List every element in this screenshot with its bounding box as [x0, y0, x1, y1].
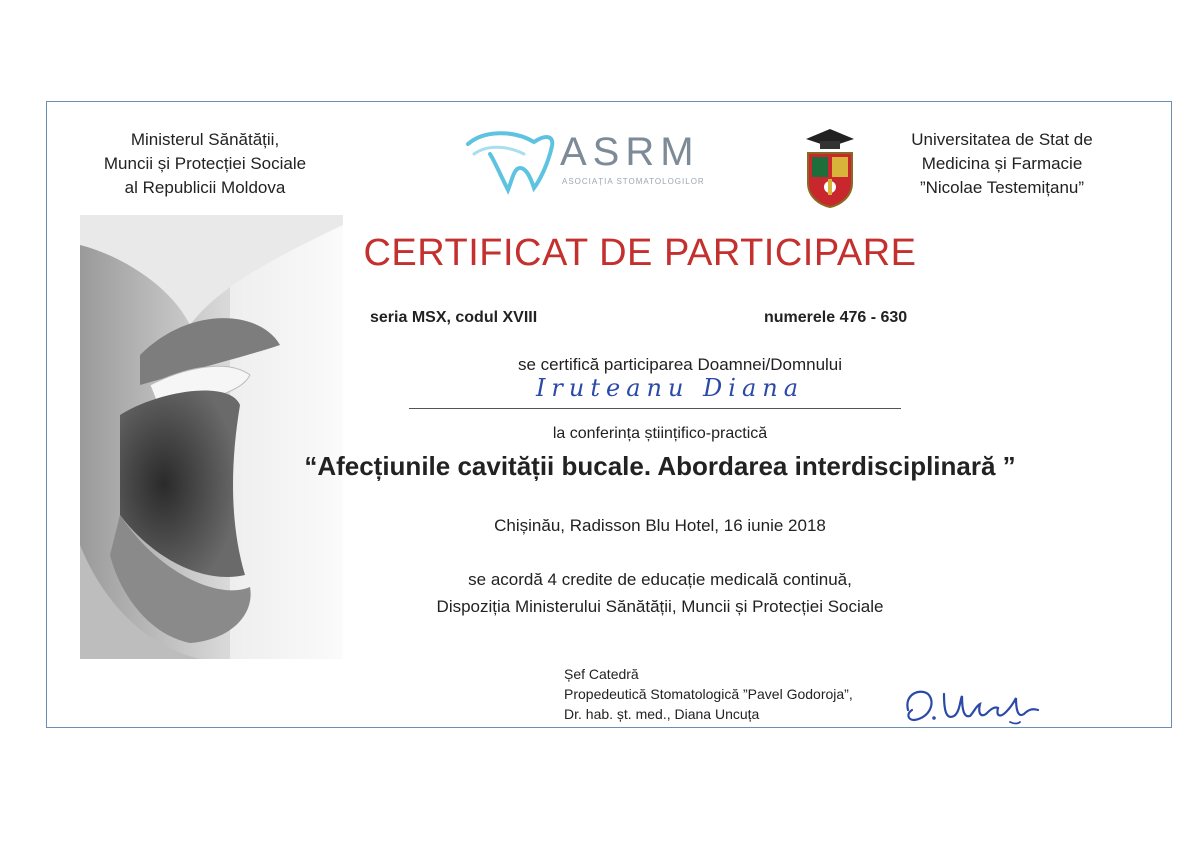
- ministry-line-3: al Republicii Moldova: [124, 178, 286, 197]
- conference-title: “Afecțiunile cavității bucale. Abordarea interdisciplinară ”: [304, 451, 1016, 481]
- ministry-line-1: Ministerul Sănătății,: [130, 130, 280, 149]
- signer-line-1: Șef Catedră: [564, 666, 639, 682]
- conference-label: la conferința științifico-practică: [552, 425, 768, 442]
- event-location: Chișinău, Radisson Blu Hotel, 16 iunie 2018: [494, 516, 826, 535]
- university-header: [872, 128, 1132, 200]
- participant-name: Iruteanu Diana: [535, 374, 805, 402]
- name-underline: [409, 408, 901, 409]
- certificate-serial: seria MSX, codul XVIII: [370, 309, 538, 326]
- credits-line-2: Dispoziția Ministerului Sănătății, Muncii și Protecției Sociale: [436, 597, 884, 616]
- ministry-line-2: Muncii și Protecției Sociale: [103, 154, 307, 173]
- credits-text: [340, 566, 980, 620]
- signer-block: [564, 664, 904, 724]
- mouth-photo: [80, 215, 343, 659]
- ministry-header: [60, 128, 350, 200]
- signer-line-2: Propedeutică Stomatologică ”Pavel Godoroja”,: [564, 686, 853, 702]
- certifies-text: se certifică participarea Doamnei/Domnului: [517, 355, 843, 374]
- university-line-2: Medicina și Farmacie: [921, 154, 1083, 173]
- credits-line-1: se acordă 4 credite de educație medicală continuă,: [468, 570, 852, 589]
- university-line-1: Universitatea de Stat de: [911, 130, 1093, 149]
- signature: [900, 680, 1050, 728]
- asrm-logo-text: ASRM: [560, 130, 700, 174]
- certificate-title: CERTIFICAT DE PARTICIPARE: [363, 232, 917, 274]
- signer-line-3: Dr. hab. șt. med., Diana Uncuța: [564, 706, 760, 722]
- certificate-numbers: numerele 476 - 630: [764, 309, 908, 326]
- asrm-logo-subtitle: ASOCIAȚIA STOMATOLOGILOR: [562, 177, 705, 186]
- university-crest-icon: [802, 127, 858, 209]
- university-line-3: ”Nicolae Testemițanu”: [919, 178, 1085, 197]
